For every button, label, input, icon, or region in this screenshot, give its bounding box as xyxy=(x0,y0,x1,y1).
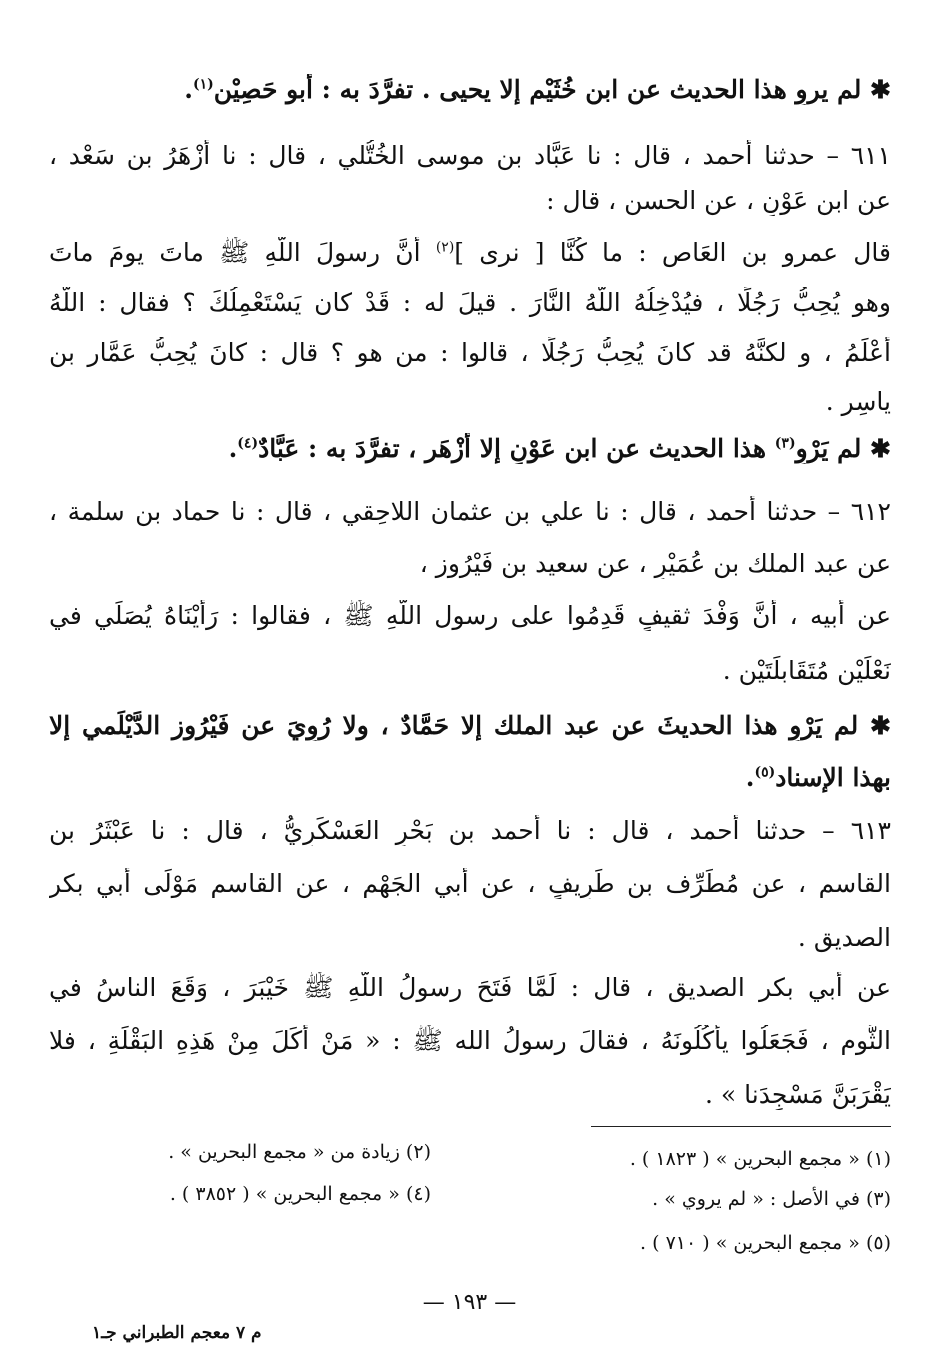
footnote-divider xyxy=(591,1126,891,1127)
footnote-1: (١) « مجمع البحرين » ( ١٨٢٣ ) . xyxy=(629,1148,891,1170)
footnote-5: (٥) « مجمع البحرين » ( ٧١٠ ) . xyxy=(640,1232,891,1254)
hadith-613-line: ٦١٣ – حدثنا أحمد ، قال : نا أحمد بن بَحْرٍ العَسْكَرِيُّ ، قال : نا عَبْثَرُ بن xyxy=(49,816,891,845)
text-line: الصديق . xyxy=(797,923,891,952)
text-line: أَعْلَمُ ، و لكنَّهُ قد كانَ يُحِبُّ رَجُلًا ، قالوا : من هو ؟ قال : كانَ يُحِبُّ عَمَّار بن xyxy=(49,338,891,367)
printer-signature: م ٧ معجم الطبراني جـ١ xyxy=(92,1323,262,1343)
text-line: نَعْلَيْن مُتَقَابلَتَيْن . xyxy=(722,656,891,685)
text-line: ✱ لم يَرْوِ هذا الحديثَ عن عبد الملك إلا حَمَّادٌ ، ولا رُوِيَ عن فَيْرُوز الدَّيْلَمي إلا xyxy=(49,711,891,740)
text-line: بهذا الإسناد$^{(٥)}$. xyxy=(745,763,891,792)
text-line: ✱ لم يَرْوِ$^{(٣)}$ هذا الحديث عن ابن عَوْنٍ إلا أَزْهَر ، تفرَّدَ به : عَبَّادٌ$^{(٤)}$. xyxy=(228,434,891,463)
text-line: عن ابن عَوْنٍ ، عن الحسن ، قال : xyxy=(546,186,891,215)
text-line: عن أبي بكر الصديق ، قال : لَمَّا فَتَحَ رسولُ اللَّهِ ﷺ خَيْبَرَ ، وَقَعَ الناسُ في xyxy=(49,973,891,1002)
text-line: عن أبيه ، أَنَّ وَفْدَ ثقيفٍ قَدِمُوا على رسول اللَّهِ ﷺ ، فقالوا : رَأَيْنَاهُ يُصَلِّي في xyxy=(49,601,891,630)
footnote-4: (٤) « مجمع البحرين » ( ٣٨٥٢ ) . xyxy=(169,1183,431,1205)
footnote-3: (٣) في الأصل : « لم يروي » . xyxy=(652,1188,891,1210)
page-number: — ١٩٣ — xyxy=(422,1290,517,1315)
text-line: يَقْرَبَنَّ مَسْجِدَنا » . xyxy=(705,1080,891,1109)
hadith-612-line: ٦١٢ – حدثنا أحمد ، قال : نا علي بن عثمان اللاحِقي ، قال : نا حماد بن سلمة ، xyxy=(49,497,891,526)
hadith-611-line: ٦١١ – حدثنا أحمد ، قال : نا عَبَّاد بن موسى الخُتُّلي ، قال : نا أَزْهَرُ بن سَعْد ، xyxy=(49,141,891,170)
text-line: الثُّوم ، فَجَعَلُوا يأكُلُونَهُ ، فقالَ رسولُ الله ﷺ : « مَنْ أَكَلَ مِنْ هَذِهِ البَقْلَةِ ، فلا xyxy=(49,1026,891,1055)
text-line: ياسِر . xyxy=(825,387,891,416)
text-line: وهو يُحِبُّ رَجُلًا ، فيُدْخِلُهُ اللَّهُ النَّارَ . قيلَ له : قَدْ كان يَسْتَعْمِلُكَ ؟ فقال : اللَّهُ xyxy=(49,288,891,317)
text-line: القاسم ، عن مُطَرِّف بن طَرِيفٍ ، عن أبي الجَهْم ، عن القاسم مَوْلَى أبي بكر xyxy=(49,869,891,898)
text-line: ✱ لم يروِ هذا الحديث عن ابن خُثَيْم إلا يحيى . تفرَّدَ به : أبو حَصِيْن$^{(١)}$. xyxy=(184,75,891,104)
footnote-2: (٢) زيادة من « مجمع البحرين » . xyxy=(168,1141,431,1163)
text-line: قال عمرو بن العَاص : ما كُنَّا [ نرى ]$^{(٢)}$ أَنَّ رسولَ اللَّهِ ﷺ ماتَ يومَ ماتَ xyxy=(49,238,891,267)
text-line: عن عبد الملك بن عُمَيْرٍ ، عن سعيد بن فَيْرُوز ، xyxy=(419,549,891,578)
